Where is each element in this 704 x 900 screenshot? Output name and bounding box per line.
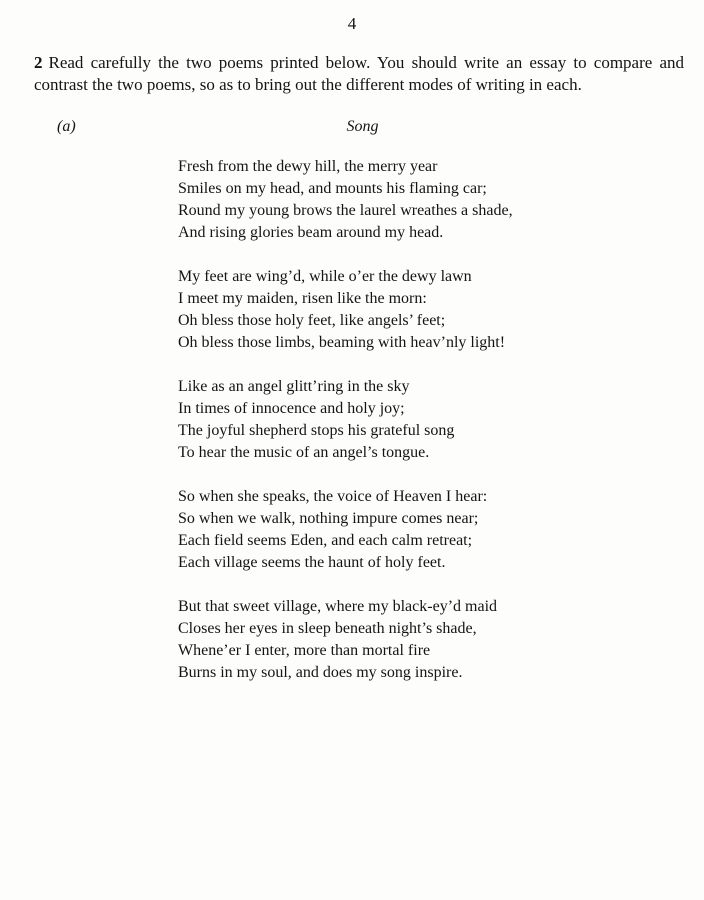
poem-body (178, 156, 658, 706)
poem-line: And rising glories beam around my head. (178, 224, 444, 241)
poem-line: Closes her eyes in sleep beneath night’s shade, (178, 620, 477, 637)
stanza-5 (178, 596, 658, 684)
poem-line: The joyful shepherd stops his grateful song (178, 422, 455, 439)
question-text: Read carefully the two poems printed below. You should write an essay to compare and contrast the two poems, so as to bring out the different modes of writing in each. (34, 53, 684, 94)
poem-line: So when we walk, nothing impure comes near; (178, 510, 479, 527)
poem-line: Smiles on my head, and mounts his flaming car; (178, 180, 487, 197)
poem-line: In times of innocence and holy joy; (178, 400, 405, 417)
stanza-1 (178, 156, 658, 244)
stanza-3 (178, 376, 658, 464)
poem-line: Each field seems Eden, and each calm retreat; (178, 532, 473, 549)
poem-label: (a) (57, 118, 76, 135)
poem-line: Burns in my soul, and does my song inspire. (178, 664, 463, 681)
poem-line: Whene’er I enter, more than mortal fire (178, 642, 431, 659)
poem-line: To hear the music of an angel’s tongue. (178, 444, 430, 461)
poem-title: Song (346, 118, 379, 135)
poem-line: Like as an angel glitt’ring in the sky (178, 378, 410, 395)
poem-line: Oh bless those limbs, beaming with heav’nly light! (178, 334, 506, 351)
question-number: 2 (34, 53, 43, 72)
page-number: 4 (347, 14, 357, 33)
poem-line: Oh bless those holy feet, like angels’ feet; (178, 312, 446, 329)
stanza-4 (178, 486, 658, 574)
poem-line: Round my young brows the laurel wreathes a shade, (178, 202, 513, 219)
poem-line: But that sweet village, where my black-ey’d maid (178, 598, 498, 615)
poem-line: Each village seems the haunt of holy feet. (178, 554, 446, 571)
poem-line: Fresh from the dewy hill, the merry year (178, 158, 438, 175)
poem-line: I meet my maiden, risen like the morn: (178, 290, 427, 307)
question-prompt (34, 52, 684, 96)
stanza-2 (178, 266, 658, 354)
poem-line: So when she speaks, the voice of Heaven I hear: (178, 488, 488, 505)
poem-line: My feet are wing’d, while o’er the dewy lawn (178, 268, 472, 285)
